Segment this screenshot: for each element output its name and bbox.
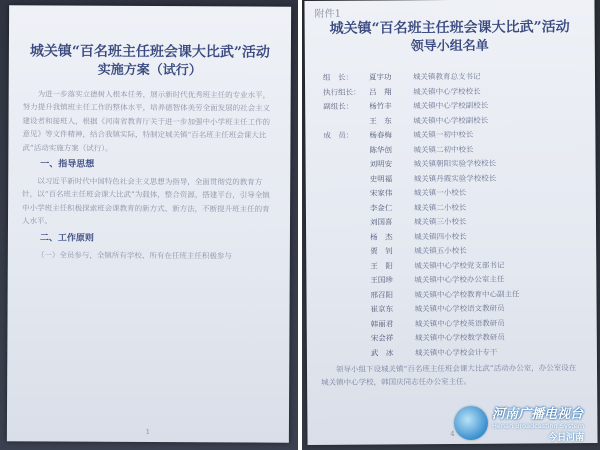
- roster-name: 夏宇功: [368, 72, 392, 82]
- roster-post: 城关镇五小校长: [414, 245, 467, 256]
- roster-post: 城关镇二小校长: [413, 202, 467, 212]
- roster-post: 城关镇中心学校副校长: [413, 115, 489, 125]
- roster-role: [321, 346, 371, 361]
- right-photo: [302, 0, 600, 450]
- watermark-sub: 今日河南: [548, 433, 585, 443]
- roster-name: 刘国喜: [369, 217, 393, 227]
- roster-name: 杨竹丰: [369, 101, 392, 111]
- roster-name: 武 冰: [370, 347, 394, 358]
- roster-post: 城关镇二初中校长: [413, 144, 474, 154]
- roster-post: 城关镇中心学校教育中心副主任: [414, 289, 520, 299]
- annex-label: 附件1: [314, 8, 341, 20]
- broadcaster-logo-icon: [454, 406, 488, 440]
- guiding-paragraph: 以习近平新时代中国特色社会主义思想为指导，全面贯彻党的教育方针，以“百名班主任班会课大比武”为载体，整合资源，搭建平台，引导全镇中小学班主任积极探索班会课教育的新方式、新方法，不断提升班主任的育人水平。: [21, 176, 270, 226]
- left-photo: [0, 0, 298, 450]
- principle-item: （一）全员参与，全镇所有学校、所有在任班主任积极参与: [36, 250, 232, 261]
- page-subtitle: 领导小组名单: [410, 38, 489, 55]
- roster-role: [319, 114, 369, 129]
- roster-name: 宋家伟: [369, 188, 393, 198]
- roster-post: 城关镇中心学校办公室主任: [414, 274, 505, 285]
- broadcaster-watermark: [454, 402, 594, 444]
- roster-role: [319, 143, 369, 158]
- roster-name: 刘明安: [369, 159, 393, 169]
- roster-role: 组 长：: [322, 72, 354, 82]
- watermark-cn: 河南广播电视台: [492, 407, 584, 422]
- roster-name: 杨 杰: [370, 231, 393, 242]
- roster-name: 崔京东: [370, 304, 394, 314]
- roster-post: 城关镇中心学校会计专干: [414, 347, 498, 357]
- roster-role: [320, 158, 370, 173]
- roster-role: [320, 288, 370, 303]
- roster-name: 陈华创: [369, 144, 393, 155]
- roster-name: 王 东: [369, 115, 392, 126]
- leadership-list-page: [304, 0, 597, 445]
- roster-post: 城关镇中心学校数学教研员: [414, 332, 505, 343]
- roster-role: [320, 230, 370, 245]
- office-note: 领导小组下设城关镇“百名班主任班会课大比武”活动办公室，办公室设在城关镇中心学校，韩国庆同志任办公室主任。: [321, 363, 577, 387]
- implementation-plan-page: [7, 5, 291, 442]
- roster-name: 韩丽君: [370, 318, 394, 329]
- page-title: 城关镇“百名班主任班会课大比武”活动: [29, 43, 270, 61]
- roster-role: 副组长：: [323, 101, 354, 111]
- roster-role: 成 员：: [323, 130, 354, 140]
- roster-name: 李金仁: [369, 202, 393, 213]
- roster-role: [320, 201, 370, 216]
- roster-name: 王 阳: [370, 260, 393, 271]
- roster-post: 城关镇中心学校校长: [413, 86, 481, 96]
- roster-role: [320, 172, 370, 187]
- roster-post: 城关镇三小校长: [413, 216, 467, 227]
- page-subtitle: 实施方案（试行）: [97, 62, 202, 79]
- roster-role: [320, 259, 370, 274]
- watermark-en: Henan Broadcasting System: [492, 422, 585, 430]
- roster-name: 贾 钊: [370, 246, 393, 256]
- roster-post: 城关镇中心学校党支部书记: [414, 260, 505, 270]
- roster-post: 城关镇丹霞实验学校校长: [413, 173, 497, 183]
- roster-role: [321, 332, 371, 347]
- roster-role: [320, 274, 370, 289]
- roster-name: 邢召阳: [370, 289, 394, 300]
- roster-role: [321, 317, 371, 332]
- page-title: 城关镇“百名班主任班会课大比武”活动: [329, 19, 570, 37]
- section-heading-guiding: 一、指导思想: [40, 159, 95, 170]
- section-heading-principles: 二、工作原则: [39, 233, 94, 244]
- roster-role: [320, 187, 370, 202]
- roster-name: 宋会祥: [370, 333, 394, 343]
- roster-row: [321, 345, 583, 361]
- roster-role: [320, 216, 370, 231]
- roster-post: 城关镇一小校长: [413, 187, 467, 198]
- roster-post: 城关镇朝阳实验学校校长: [413, 158, 497, 169]
- roster-post: 城关镇中心学校副校长: [413, 100, 489, 111]
- roster-post: 城关镇四小校长: [414, 231, 467, 241]
- roster-role: [320, 245, 370, 260]
- roster-post: 城关镇一初中校长: [413, 129, 474, 140]
- roster-post: 城关镇中心学校英语教研员: [414, 318, 505, 328]
- roster-role: [321, 303, 371, 318]
- page-number: 4: [450, 429, 455, 439]
- intro-paragraph: 为进一步落实立德树人根本任务，展示新时代优秀班主任的专业水平，努力提升我镇班主任工作的整体水平，培养德智体美劳全面发展的社会主义建设者和接班人，根据《河南省教育厅关于进一步加强中小学班主任工作的意见》等文件精神，结合我镇实际，特制定城关镇“百名班主任班会课大比武”活动实施方案（试行）。: [22, 89, 271, 153]
- roster-post: 城关镇中心学校语文教研员: [414, 303, 505, 314]
- roster-name: 王国珍: [370, 275, 393, 285]
- roster-role: 执行组长：: [323, 87, 361, 97]
- roster-name: 吕 翔: [369, 86, 392, 97]
- leadership-roster: [305, 55, 597, 361]
- roster-name: 史明福: [369, 173, 393, 184]
- roster-post: 城关镇教育总支书记: [412, 71, 481, 82]
- page-number: 1: [145, 427, 151, 437]
- roster-name: 杨春梅: [369, 130, 392, 140]
